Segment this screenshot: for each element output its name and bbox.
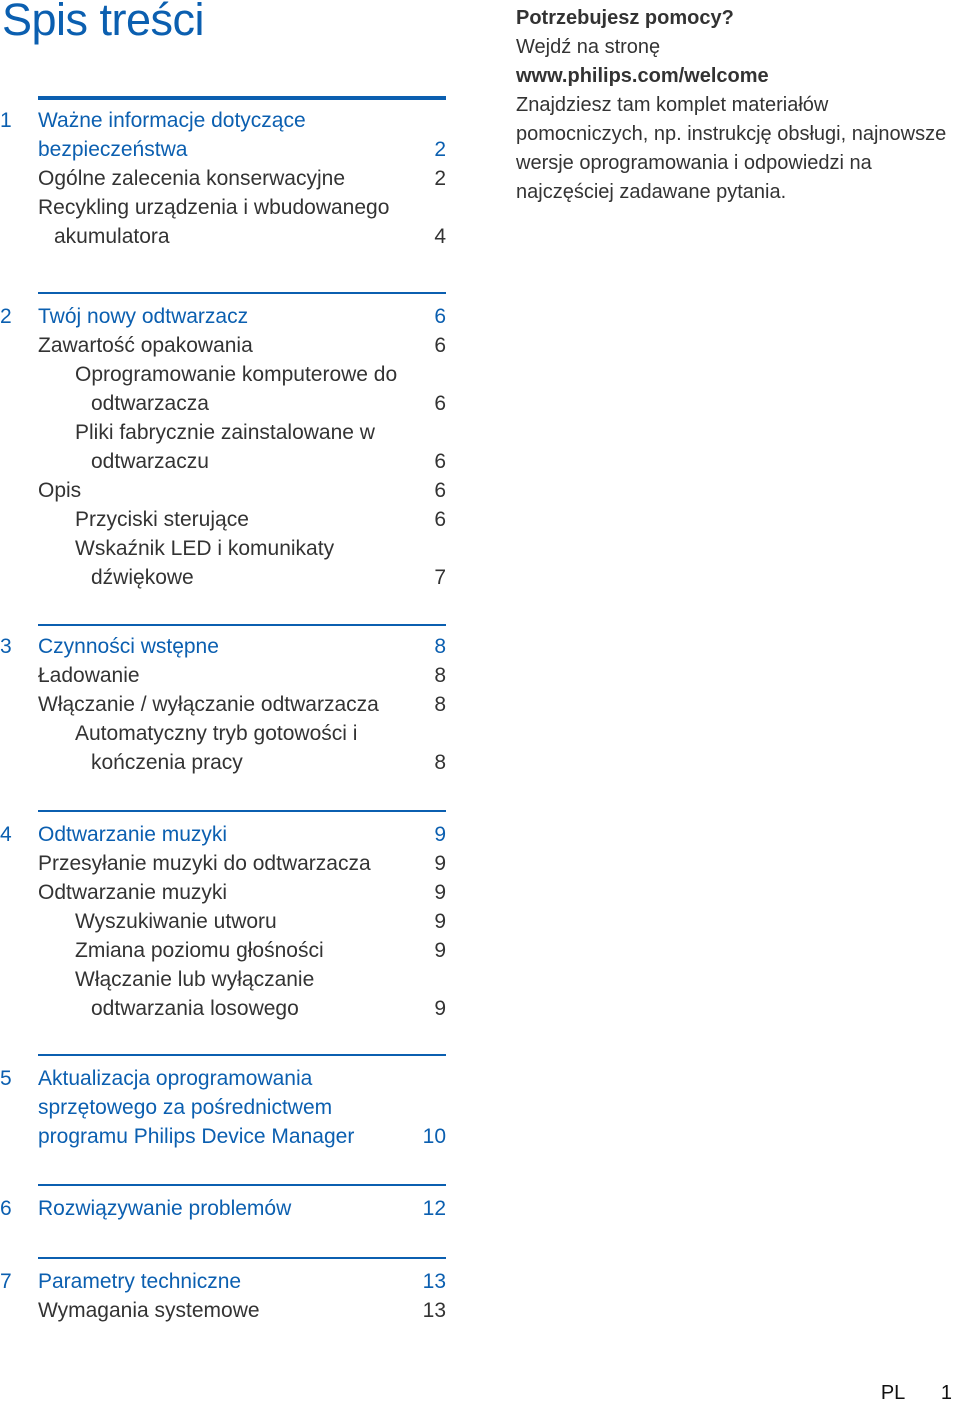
chapter-title: Rozwiązywanie problemów [38, 1197, 292, 1220]
help-text: Znajdziesz tam komplet materiałów pomocniczych, np. instrukcję obsługi, najnowsze wersje oprogramowania i odpowiedzi na najczęściej zadawane pytania. [516, 94, 947, 203]
entry-page: 7 [434, 566, 446, 589]
page-number: 1 [940, 1382, 952, 1404]
chapter-title: Ważne informacje dotyczące bezpieczeństwa [38, 109, 306, 161]
toc-chapter-7[interactable] [0, 1267, 446, 1296]
toc-entry[interactable] [0, 164, 446, 193]
toc-entry[interactable] [0, 1296, 446, 1325]
toc-section-2 [0, 292, 446, 592]
entry-label: Wyszukiwanie utworu [75, 910, 277, 933]
chapter-number: 5 [0, 1067, 12, 1090]
entry-page: 9 [434, 852, 446, 875]
chapter-page: 6 [434, 305, 446, 328]
entry-label: Zmiana poziomu głośności [75, 939, 324, 962]
chapter-title: Aktualizacja oprogramowania sprzętowego za pośrednictwem programu Philips Device Manager [38, 1067, 355, 1148]
toc-section-6 [0, 1184, 446, 1223]
entry-label: Automatyczny tryb gotowości i kończenia pracy [75, 722, 358, 774]
entry-label: Wymagania systemowe [38, 1299, 260, 1322]
entry-page: 8 [434, 751, 446, 774]
chapter-number: 1 [0, 109, 12, 132]
entry-label: Ogólne zalecenia konserwacyjne [38, 167, 346, 190]
toc-entry[interactable] [0, 476, 446, 505]
toc-entry[interactable] [0, 965, 446, 1023]
entry-label: Wskaźnik LED i komunikaty dźwiękowe [75, 537, 335, 589]
toc-entry[interactable] [0, 690, 446, 719]
toc-section-7 [0, 1257, 446, 1325]
section-divider [38, 1054, 446, 1056]
chapter-title: Parametry techniczne [38, 1270, 242, 1293]
entry-page: 6 [434, 479, 446, 502]
chapter-page: 9 [434, 823, 446, 846]
chapter-number: 2 [0, 305, 12, 328]
toc-section-1 [0, 96, 446, 251]
entry-page: 6 [434, 450, 446, 473]
page-title: Spis treści [2, 0, 205, 45]
entry-label: Odtwarzanie muzyki [38, 881, 228, 904]
toc-chapter-6[interactable] [0, 1194, 446, 1223]
chapter-page: 12 [422, 1197, 446, 1220]
toc-entry[interactable] [0, 849, 446, 878]
entry-page: 8 [434, 664, 446, 687]
help-box [516, 4, 956, 207]
toc-entry[interactable] [0, 661, 446, 690]
section-divider [38, 624, 446, 626]
entry-label: Zawartość opakowania [38, 334, 253, 357]
page-footer [881, 1382, 952, 1405]
entry-label: Włączanie lub wyłączanie odtwarzania losowego [75, 968, 315, 1020]
entry-page: 4 [434, 225, 446, 248]
toc-chapter-1[interactable] [0, 106, 446, 164]
toc-entry[interactable] [0, 418, 446, 476]
entry-label: Pliki fabrycznie zainstalowane w odtwarzaczu [75, 421, 375, 473]
toc-section-5 [0, 1054, 446, 1151]
chapter-page: 10 [422, 1125, 446, 1148]
toc-chapter-4[interactable] [0, 820, 446, 849]
chapter-number: 7 [0, 1270, 12, 1293]
entry-page: 6 [434, 334, 446, 357]
chapter-title: Czynności wstępne [38, 635, 219, 658]
section-divider [38, 1257, 446, 1259]
entry-label: Opis [38, 479, 82, 502]
section-divider [38, 292, 446, 294]
help-line: Wejdź na stronę [516, 36, 661, 58]
toc-entry[interactable] [0, 534, 446, 592]
chapter-title: Twój nowy odtwarzacz [38, 305, 249, 328]
chapter-number: 4 [0, 823, 12, 846]
entry-page: 9 [434, 881, 446, 904]
entry-label: Włączanie / wyłączanie odtwarzacza [38, 693, 379, 716]
entry-label: Przyciski sterujące [75, 508, 249, 531]
toc-entry[interactable] [0, 193, 446, 251]
chapter-page: 8 [434, 635, 446, 658]
toc-chapter-5[interactable] [0, 1064, 446, 1151]
entry-label: Przesyłanie muzyki do odtwarzacza [38, 852, 371, 875]
toc-entry[interactable] [0, 719, 446, 777]
entry-page: 9 [434, 939, 446, 962]
chapter-page: 2 [434, 138, 446, 161]
entry-label: Ładowanie [38, 664, 140, 687]
toc-section-4 [0, 810, 446, 1023]
help-url-link[interactable]: www.philips.com/welcome [516, 65, 769, 87]
entry-page: 8 [434, 693, 446, 716]
entry-page: 9 [434, 997, 446, 1020]
chapter-number: 3 [0, 635, 12, 658]
section-divider [38, 96, 446, 100]
language-code: PL [880, 1382, 906, 1404]
toc-entry[interactable] [0, 907, 446, 936]
entry-page: 6 [434, 392, 446, 415]
toc-chapter-2[interactable] [0, 302, 446, 331]
toc-entry[interactable] [0, 936, 446, 965]
toc-entry[interactable] [0, 878, 446, 907]
chapter-title: Odtwarzanie muzyki [38, 823, 228, 846]
toc-entry[interactable] [0, 505, 446, 534]
entry-label: Oprogramowanie komputerowe do odtwarzacza [75, 363, 398, 415]
toc-section-3 [0, 624, 446, 777]
toc-entry[interactable] [0, 360, 446, 418]
toc-chapter-3[interactable] [0, 632, 446, 661]
entry-label: Recykling urządzenia i wbudowanego akumulatora [38, 196, 390, 248]
help-heading: Potrzebujesz pomocy? [516, 7, 734, 29]
toc-entry[interactable] [0, 331, 446, 360]
entry-page: 6 [434, 508, 446, 531]
entry-page: 9 [434, 910, 446, 933]
entry-page: 2 [434, 167, 446, 190]
chapter-page: 13 [422, 1270, 446, 1293]
chapter-number: 6 [0, 1197, 12, 1220]
entry-page: 13 [422, 1299, 446, 1322]
section-divider [38, 1184, 446, 1186]
section-divider [38, 810, 446, 812]
